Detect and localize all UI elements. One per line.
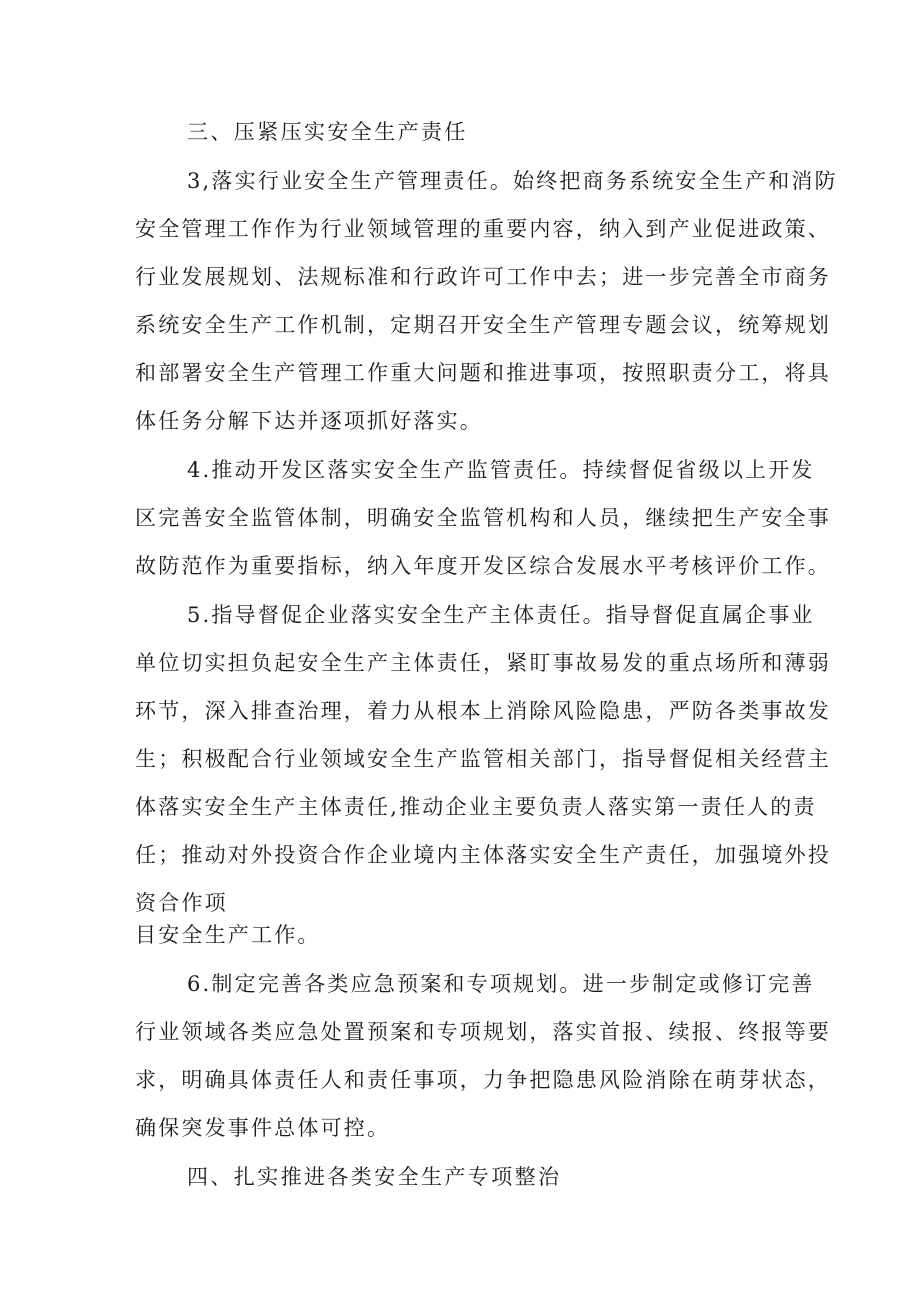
paragraph-line: 安全管理工作作为行业领域管理的重要内容，纳入到产业促进政策、: [135, 217, 831, 241]
paragraph-line: 求，明确具体责任人和责任事项，力争把隐患风险消除在萌芽状态，: [135, 1068, 831, 1092]
paragraph-line: 和部署安全生产管理工作重大问题和推进事项，按照职责分工，将具: [135, 361, 831, 385]
paragraph-line: 体任务分解下达并逐项抓好落实。: [135, 409, 483, 433]
paragraph-line: 确保突发事件总体可控。: [135, 1116, 391, 1140]
paragraph-line: 4.推动开发区落实安全生产监管责任。持续督促省级以上开发: [187, 458, 815, 482]
paragraph-line: 行业领域各类应急处置预案和专项规划，落实首报、续报、终报等要: [135, 1020, 831, 1044]
paragraph-line: 区完善安全监管体制，明确安全监管机构和人员，继续把生产安全事: [135, 506, 831, 530]
paragraph-line: 任；推动对外投资合作企业境内主体落实安全生产责任，加强境外投: [135, 843, 831, 867]
paragraph-line: 5.指导督促企业落实安全生产主体责任。指导督促直属企事业: [187, 603, 815, 627]
paragraph-line: 故防范作为重要指标，纳入年度开发区综合发展水平考核评价工作。: [135, 554, 831, 578]
section-heading-4: 四、扎实推进各类安全生产专项整治: [187, 1165, 562, 1189]
paragraph-line: 目安全生产工作。: [135, 923, 321, 947]
paragraph-line: 生；积极配合行业领域安全生产监管相关部门，指导督促相关经营主: [135, 747, 831, 771]
paragraph-line: 体落实安全生产主体责任,推动企业主要负责人落实第一责任人的责: [135, 795, 817, 819]
paragraph-line: 3,落实行业安全生产管理责任。始终把商务系统安全生产和消防: [187, 169, 838, 193]
paragraph-line: 单位切实担负起安全生产主体责任，紧盯事故易发的重点场所和薄弱: [135, 651, 831, 675]
paragraph-line: 行业发展规划、法规标准和行政许可工作中去；进一步完善全市商务: [135, 265, 831, 289]
paragraph-line: 系统安全生产工作机制，定期召开安全生产管理专题会议，统筹规划: [135, 313, 831, 337]
section-heading-3: 三、压紧压实安全生产责任: [187, 120, 468, 144]
paragraph-line: 6.制定完善各类应急预案和专项规划。进一步制定或修订完善: [187, 972, 815, 996]
paragraph-line: 资合作项: [135, 891, 228, 915]
paragraph-line: 环节，深入排查治理，着力从根本上消除风险隐患，严防各类事故发: [135, 699, 831, 723]
